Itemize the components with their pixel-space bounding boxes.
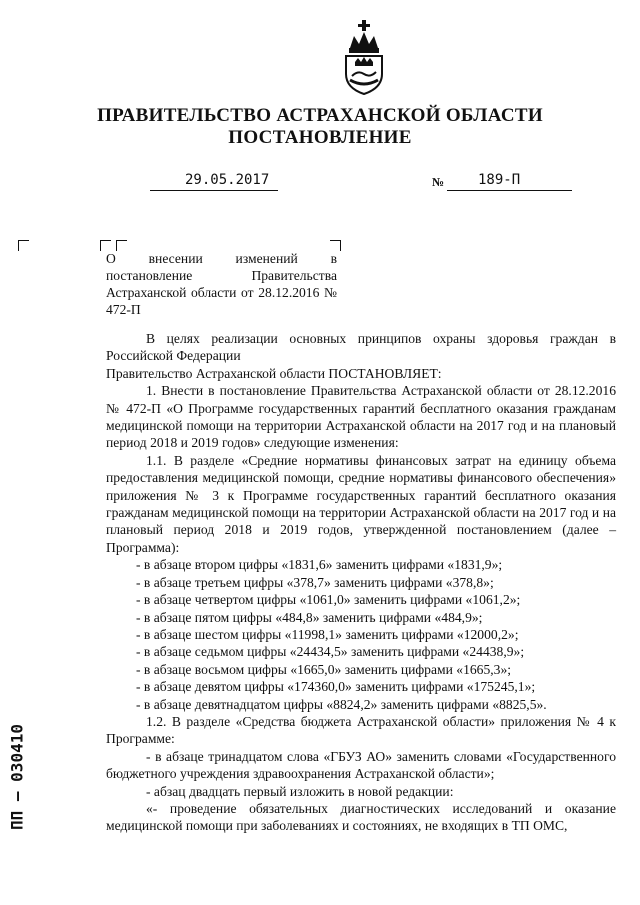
coat-of-arms-icon (340, 18, 388, 96)
quote-text: «- проведение обязательных диагностических исследований и оказание медицинской помощи при заболеваниях и состояниях, не входящих в ТП ОМС, (106, 800, 616, 834)
list-item: - в абзаце втором цифры «1831,6» заменить цифрами «1831,9»; (136, 557, 503, 573)
item-1-1: 1.1. В разделе «Средние нормативы финансовых затрат на единицу объема предоставления медицинской помощи, средние нормативы финансового обеспечения» приложения № 3 к Программе государственных гарантий бесплатного оказания гражданам медицинской помощи на территории Астраханской области на 2017 год и на плановый период 2018 и 2019 годов, утвержденной постановлением (далее – Программа): (106, 452, 616, 555)
list-item: - в абзаце пятом цифры «484,8» заменить цифрами «484,9»; (136, 609, 483, 625)
government-name: ПРАВИТЕЛЬСТВО АСТРАХАНСКОЙ ОБЛАСТИ (97, 105, 543, 126)
document-date: 29.05.2017 (185, 172, 270, 188)
side-stamp (6, 684, 28, 870)
list-item: - в абзаце третьем цифры «378,7» заменить цифрами «378,8»; (136, 574, 494, 590)
item-1: 1. Внести в постановление Правительства Астраханской области от 28.12.2016 № 472-П «О Программе государственных гарантий бесплатного оказания гражданам медицинской помощи на территории Астраханской области на 2017 год и на плановый период 2018 и 2019 годов» следующие изменения: (106, 383, 616, 451)
list-item: - в абзаце девятнадцатом цифры «8824,2» заменить цифрами «8825,5». (136, 696, 547, 712)
list-item: - в абзаце седьмом цифры «24434,5» заменить цифрами «24438,9»; (136, 644, 525, 660)
corner-mark (18, 240, 29, 251)
document-body (106, 330, 616, 835)
preamble: В целях реализации основных принципов охраны здоровья граждан в Российской Федерации (106, 331, 616, 364)
document-number: 189-П (478, 172, 521, 188)
item-1-2: 1.2. В разделе «Средства бюджета Астраханской области» приложения № 4 к Программе: (106, 713, 616, 747)
decree-line: Правительство Астраханской области ПОСТАНОВЛЯЕТ: (106, 365, 442, 381)
list-item: - в абзаце восьмом цифры «1665,0» заменить цифрами «1665,3»; (136, 661, 512, 677)
side-stamp-text: ПП – 030410 (7, 724, 27, 830)
list-item: - в абзаце четвертом цифры «1061,0» заменить цифрами «1061,2»; (136, 592, 521, 608)
list-item: - в абзаце шестом цифры «11998,1» заменить цифрами «12000,2»; (136, 626, 519, 642)
list-item: - в абзаце тринадцатом слова «ГБУЗ АО» заменить словами «Государственного бюджетного учреждения здравоохранения Астраханской области»; (106, 748, 616, 782)
document-type: ПОСТАНОВЛЕНИЕ (228, 127, 412, 148)
number-sign: № (432, 175, 445, 189)
number-underline (447, 190, 572, 191)
list-item: - в абзаце девятом цифры «174360,0» заменить цифрами «175245,1»; (136, 679, 536, 695)
document-subject: О внесении изменений в постановление Правительства Астраханской области от 28.12.2016 № 472-П (106, 251, 337, 317)
date-underline (150, 190, 278, 191)
list-item: - абзац двадцать первый изложить в новой редакции: (146, 783, 454, 799)
